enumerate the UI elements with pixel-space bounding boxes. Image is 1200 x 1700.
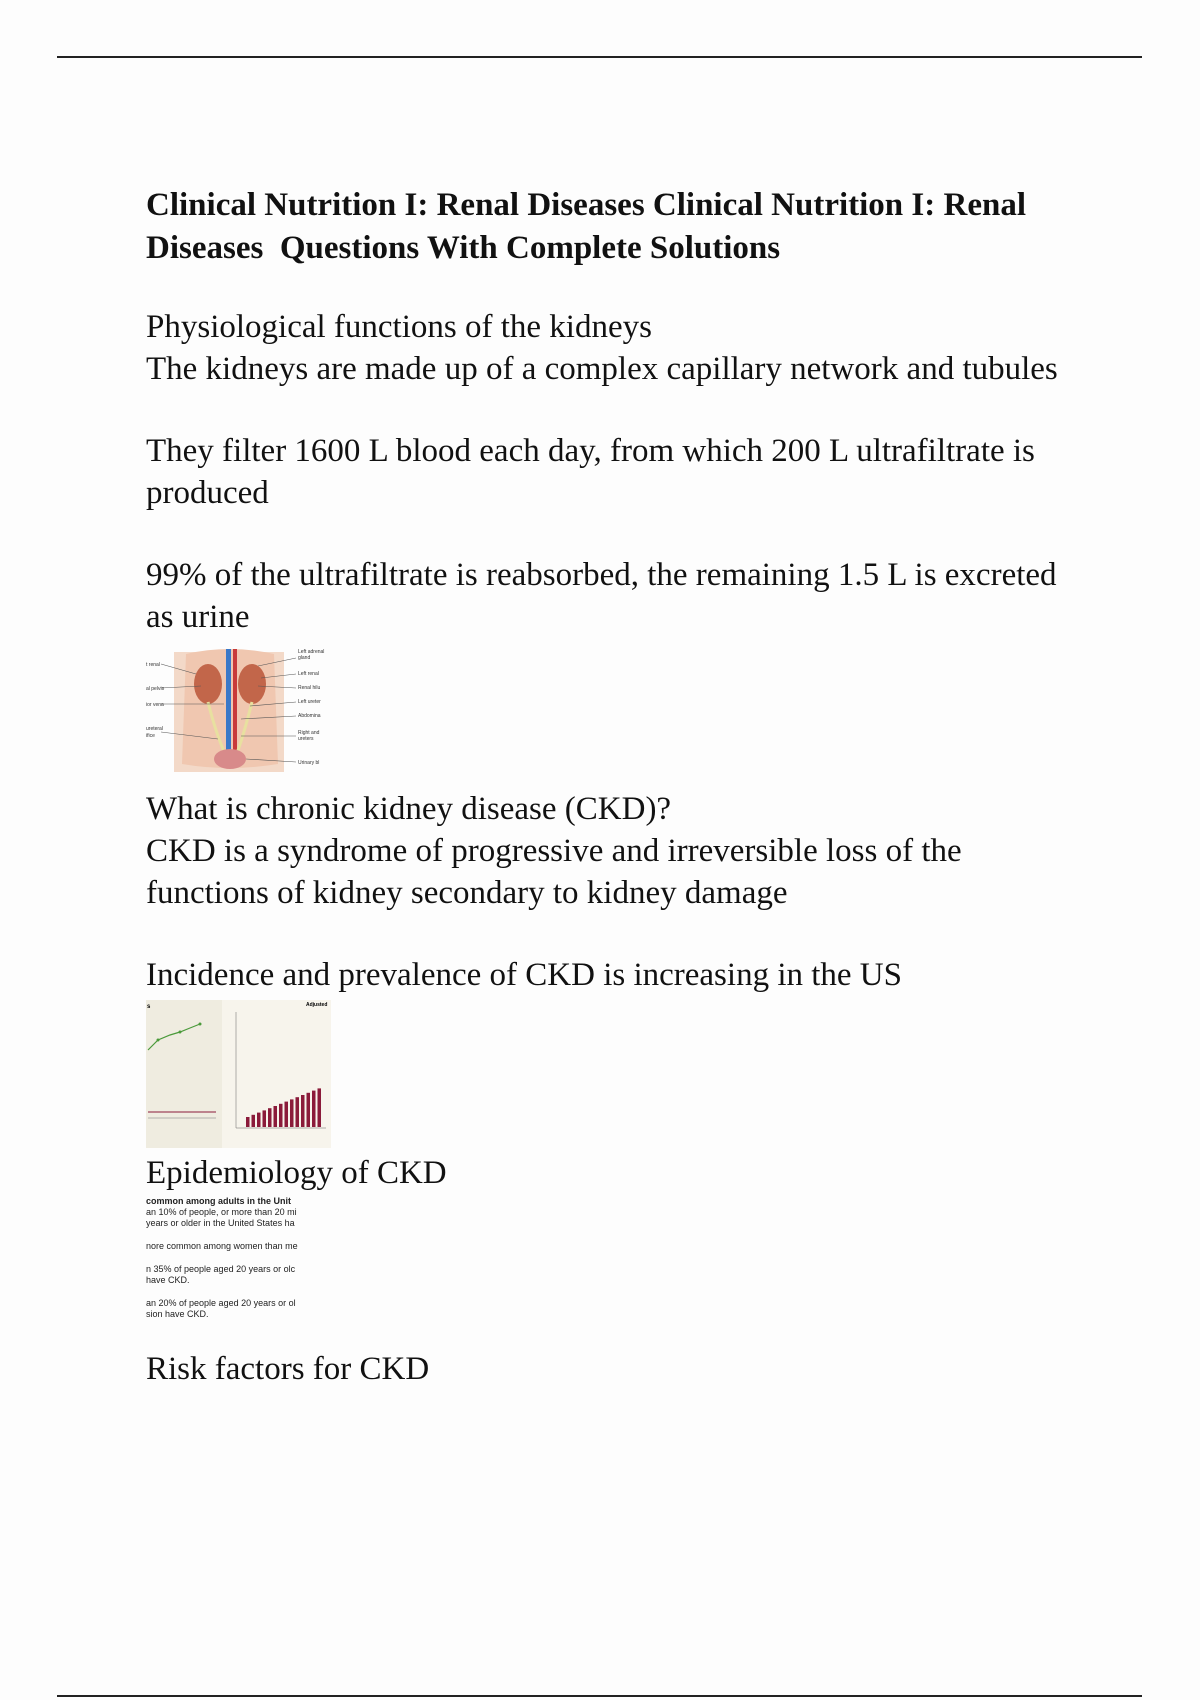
section-heading: Physiological functions of the kidneys	[146, 309, 652, 345]
ckd-charts-figure	[146, 1000, 331, 1148]
section-text: They filter 1600 L blood each day, from which 200 L ultrafiltrate is produced	[146, 433, 1035, 511]
epidemiology-snippet	[146, 1196, 331, 1324]
chart-bar	[307, 1093, 311, 1127]
figure-label: Right and	[298, 730, 320, 736]
document-title: Clinical Nutrition I: Renal Diseases Clinical Nutrition I: Renal Diseases Questions With Complete Solutions	[146, 187, 1035, 266]
chart-bar	[257, 1113, 261, 1127]
figure-label: Left renal	[298, 671, 319, 677]
figure-label: Urinary bl	[298, 760, 320, 766]
snippet-line: an 10% of people, or more than 20 mi	[146, 1207, 297, 1217]
chart-bar	[246, 1117, 250, 1127]
chart-title: Adjusted	[306, 1002, 328, 1008]
chart-bar	[318, 1088, 322, 1127]
figure-label: ior vena	[146, 702, 164, 708]
snippet-line: an 20% of people aged 20 years or ol	[146, 1298, 296, 1308]
figure-label: t renal	[146, 662, 160, 668]
chart-bar	[274, 1106, 278, 1127]
figure-label: al pelvis	[146, 686, 165, 692]
section-heading: Risk factors for CKD	[146, 1351, 430, 1387]
bottom-rule	[57, 1695, 1142, 1697]
chart-bar	[312, 1091, 316, 1127]
chart-bar	[268, 1108, 272, 1127]
section-text: The kidneys are made up of a complex capillary network and tubules	[146, 351, 1058, 387]
section-text: 99% of the ultrafiltrate is reabsorbed, the remaining 1.5 L is excreted as urine	[146, 557, 1057, 635]
top-rule	[57, 56, 1142, 58]
chart-bar	[290, 1099, 294, 1127]
chart-bar	[252, 1115, 256, 1127]
document-body	[146, 184, 1076, 1390]
snippet-line: common among adults in the Unit	[146, 1196, 292, 1206]
section-text: Incidence and prevalence of CKD is increasing in the US	[146, 957, 902, 993]
figure-label: Abdomina	[298, 713, 321, 719]
figure-label: Left adrenal	[298, 649, 325, 655]
snippet-line: have CKD.	[146, 1275, 190, 1285]
chart-bar	[285, 1102, 289, 1127]
kidney-anatomy-figure	[146, 644, 331, 774]
section-heading: What is chronic kidney disease (CKD)?	[146, 791, 672, 827]
snippet-line: n 35% of people aged 20 years or olc	[146, 1264, 296, 1274]
snippet-line: years or older in the United States ha	[146, 1218, 295, 1228]
section-heading: Epidemiology of CKD	[146, 1155, 447, 1191]
snippet-line: sion have CKD.	[146, 1309, 209, 1319]
figure-label: Left ureter	[298, 699, 321, 705]
figure-label: ureters	[298, 736, 314, 742]
section-text: CKD is a syndrome of progressive and irreversible loss of the functions of kidney secondary to kidney damage	[146, 833, 962, 911]
chart-bar	[279, 1104, 283, 1127]
chart-bar	[296, 1097, 300, 1127]
figure-label: Renal hilu	[298, 685, 321, 691]
figure-label: ifice	[146, 733, 155, 739]
snippet-line: nore common among women than me	[146, 1241, 298, 1251]
figure-label: gland	[298, 655, 311, 661]
chart-bar	[263, 1110, 267, 1127]
figure-label: ureteral	[146, 726, 163, 732]
chart-bar	[301, 1095, 305, 1127]
chart-title: s	[147, 1004, 151, 1010]
